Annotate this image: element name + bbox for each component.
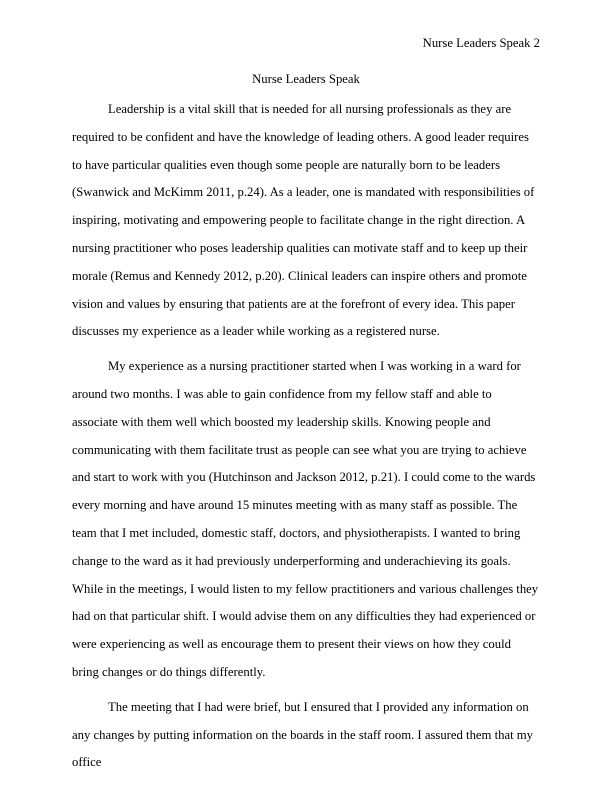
paragraph-1: Leadership is a vital skill that is needed for all nursing professionals as they are required to be confident and have the knowledge of leading others. A good leader requires to have particular qualities even though some people are naturally born to be leaders (Swanwick and McKimm 2011, p.24). As a leader, one is mandated with responsibilities of inspiring, motivating and empowering people to facilitate change in the right direction. A nursing practitioner who poses leadership qualities can motivate staff and to keep up their morale (Remus and Kennedy 2012, p.20). Clinical leaders can inspire others and promote vision and values by ensuring that patients are at the forefront of every idea. This paper discusses my experience as a leader while working as a registered nurse. <box>72 102 535 339</box>
paragraph-2: My experience as a nursing practitioner started when I was working in a ward for around two months. I was able to gain confidence from my fellow staff and able to associate with them well which boosted my leadership skills. Knowing people and communicating with them facilitate trust as people can see what you are trying to achieve and start to work with you (Hutchinson and Jackson 2012, p.21). I could come to the wards every morning and have around 15 minutes meeting with as many staff as possible. The team that I met included, domestic staff, doctors, and physiotherapists. I wanted to bring change to the ward as it had previously underperforming and underachieving its goals. While in the meetings, I would listen to my fellow practitioners and various challenges they had on that particular shift. I would advise them on any difficulties they had experienced or were experiencing as well as encourage them to present their views on how they could bring changes or do things differently. <box>72 359 539 679</box>
document-body <box>72 96 540 777</box>
document-title: Nurse Leaders Speak <box>252 72 360 86</box>
page-header <box>72 36 540 51</box>
page-header-text: Nurse Leaders Speak 2 <box>422 36 540 50</box>
paragraph-3: The meeting that I had were brief, but I ensured that I provided any information on any changes by putting information on the boards in the staff room. I assured them that my office <box>72 699 533 770</box>
